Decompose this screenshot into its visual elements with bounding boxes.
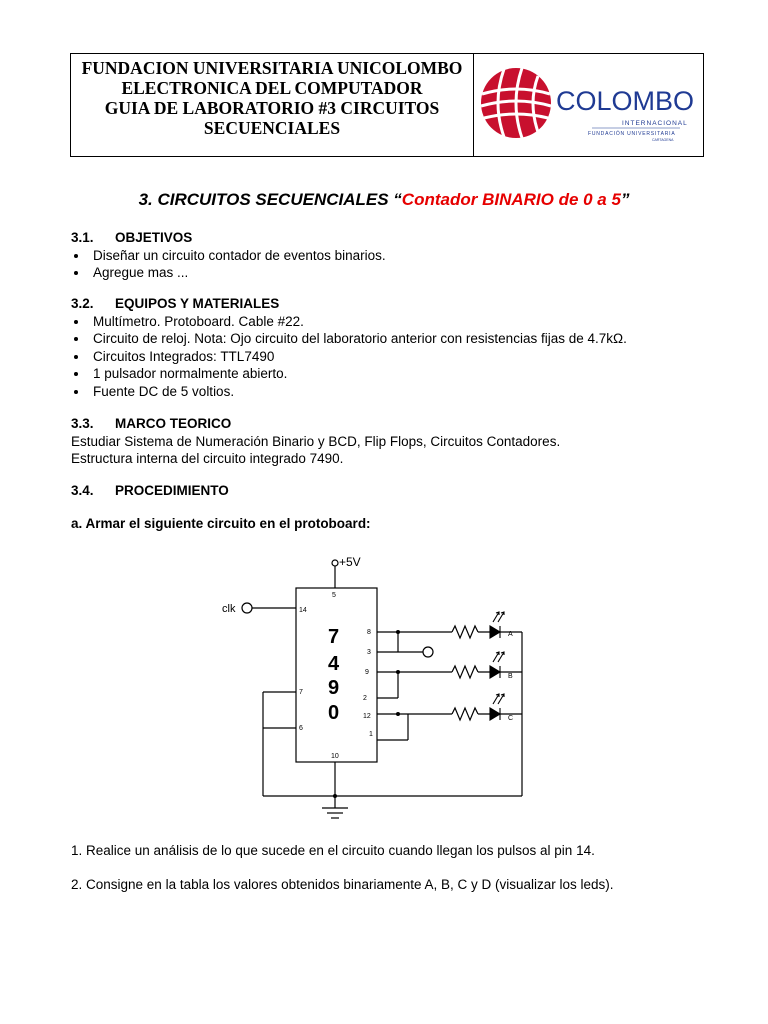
section-title-prefix: 3. CIRCUITOS SECUENCIALES “ [138, 190, 402, 209]
pin-9-label: 9 [365, 669, 369, 676]
pin-3-label: 3 [367, 649, 371, 656]
document-header [70, 53, 704, 157]
list-item: Agregue mas ... [71, 264, 386, 282]
section-title-suffix: ” [620, 190, 630, 209]
header-title [71, 54, 474, 156]
chip-digit-1: 7 [328, 626, 340, 648]
equipos-section [71, 295, 627, 400]
led-b-label: B [508, 673, 513, 680]
pin-10-label: 10 [331, 753, 339, 760]
led-icon-c [490, 694, 504, 720]
section-title-highlight: Contador BINARIO de 0 a 5 [401, 190, 621, 209]
logo-name: COLOMBO [556, 86, 695, 116]
list-item: 1 pulsador normalmente abierto. [71, 365, 627, 383]
question-1: 1. Realice un análisis de lo que sucede en el circuito cuando llegan los pulsos al pin 14. [71, 843, 595, 858]
equipos-list [71, 313, 627, 401]
pin-1-label: 1 [369, 731, 373, 738]
led-a-label: A [508, 631, 513, 638]
logo-subtitle-1: INTERNACIONAL [622, 120, 688, 127]
marco-line-1: Estudiar Sistema de Numeración Binario y BCD, Flip Flops, Circuitos Contadores. [71, 433, 561, 449]
list-item: Multímetro. Protoboard. Cable #22. [71, 313, 627, 331]
step-a: a. Armar el siguiente circuito en el protoboard: [71, 516, 371, 531]
supply-label: +5V [339, 555, 361, 569]
pin-14-label: 14 [299, 607, 307, 614]
objetivos-section [71, 229, 386, 282]
pushbutton-terminal [423, 647, 433, 657]
procedimiento-section [71, 482, 229, 500]
list-item: Circuito de reloj. Nota: Ojo circuito del laboratorio anterior con resistencias fijas de 4.7kΩ. [71, 330, 627, 348]
equipos-heading: 3.2. EQUIPOS Y MATERIALES [71, 296, 280, 311]
marco-heading: 3.3. MARCO TEORICO [71, 416, 232, 431]
list-item: Diseñar un circuito contador de eventos binarios. [71, 247, 386, 265]
globe-icon [481, 68, 551, 138]
header-title-line-3: GUIA DE LABORATORIO #3 CIRCUITOS [104, 98, 440, 118]
chip-digit-4: 0 [328, 702, 340, 724]
colombo-logo [474, 54, 703, 156]
pin-12-label: 12 [363, 713, 371, 720]
header-title-line-1: FUNDACION UNIVERSITARIA UNICOLOMBO [81, 58, 463, 78]
led-icon-b [490, 652, 504, 678]
led-c-label: C [508, 715, 514, 722]
procedimiento-heading: 3.4. PROCEDIMIENTO [71, 483, 229, 498]
pin-7-label: 7 [299, 689, 303, 696]
section-title [0, 190, 768, 210]
pin-5-label: 5 [332, 592, 336, 599]
marco-line-2: Estructura interna del circuito integrado 7490. [71, 451, 344, 466]
clock-label: clk [222, 603, 236, 615]
logo-subtitle-2: FUNDACIÓN UNIVERSITARIA [588, 131, 676, 137]
chip-digit-3: 9 [328, 677, 340, 699]
led-icon-a [490, 612, 504, 638]
marco-section [71, 415, 560, 468]
supply-terminal [332, 560, 338, 566]
logo-subtitle-3: CARTAGENA [652, 138, 674, 142]
colombo-logo-graphic [474, 54, 703, 156]
pin-6-label: 6 [299, 725, 303, 732]
clock-terminal [242, 603, 252, 613]
objetivos-list [71, 247, 386, 282]
circuit-diagram [0, 540, 768, 830]
list-item: Fuente DC de 5 voltios. [71, 383, 627, 401]
header-title-line-2: ELECTRONICA DEL COMPUTADOR [121, 78, 423, 98]
chip-digit-2: 4 [328, 653, 340, 675]
pin-2-label: 2 [363, 695, 367, 702]
list-item: Circuitos Integrados: TTL7490 [71, 348, 627, 366]
objetivos-heading: 3.1. OBJETIVOS [71, 230, 193, 245]
pin-8-label: 8 [367, 629, 371, 636]
question-2: 2. Consigne en la tabla los valores obtenidos binariamente A, B, C y D (visualizar los leds). [71, 877, 614, 892]
header-title-line-4: SECUENCIALES [203, 118, 341, 138]
